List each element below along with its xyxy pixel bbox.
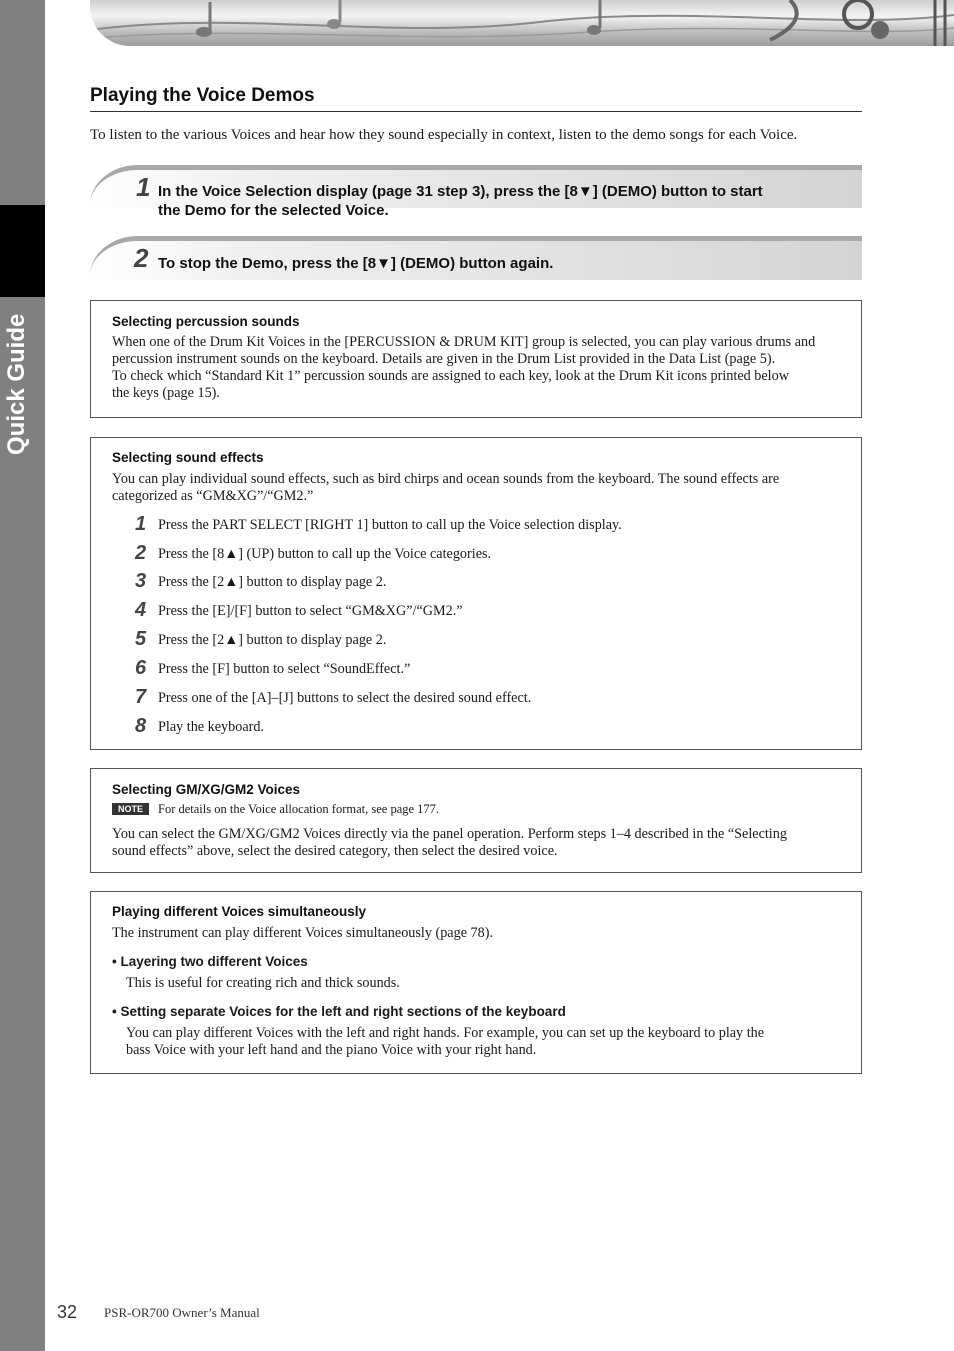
step-number: 2 [134, 243, 149, 273]
item-number: 1 [135, 513, 147, 535]
box-line: sound effects” above, select the desired category, then select the desired voice. [112, 843, 558, 859]
step-text-line: To stop the Demo, press the [8▼] (DEMO) button again. [158, 255, 554, 272]
box-title: Playing different Voices simultaneously [112, 904, 367, 919]
item-text: Play the keyboard. [158, 719, 264, 735]
bullet-body [126, 1025, 846, 1059]
item-number: 7 [135, 686, 147, 708]
sidebar-label [3, 313, 43, 615]
item-number: 3 [135, 570, 147, 592]
sidebar-label-text: Quick Guide [3, 313, 30, 455]
item-number: 5 [135, 628, 147, 650]
sidebar-band [0, 0, 45, 1351]
item-number: 6 [135, 657, 147, 679]
box-title: Selecting sound effects [112, 450, 264, 465]
box-body [112, 826, 842, 860]
list-item [135, 570, 835, 596]
box-title: Selecting percussion sounds [112, 314, 300, 329]
step-number: 1 [136, 172, 151, 202]
item-text: Press the [E]/[F] button to select “GM&XG”/“GM2.” [158, 603, 463, 619]
item-text: Press the [8▲] (UP) button to call up the Voice categories. [158, 546, 492, 562]
bullet-line: You can play different Voices with the left and right hands. For example, you can set up the keyboard to play the [126, 1025, 765, 1041]
item-text: Press one of the [A]–[J] buttons to select the desired sound effect. [158, 690, 532, 706]
simultaneous-box [90, 891, 862, 1074]
bullet-title: • Setting separate Voices for the left and right sections of the keyboard [112, 1004, 566, 1019]
list-item [135, 715, 835, 741]
bullet-body [126, 975, 846, 992]
step-text [158, 254, 553, 273]
box-line: When one of the Drum Kit Voices in the [PERCUSSION & DRUM KIT] group is selected, you can play various drums and [112, 334, 816, 350]
sidebar-black-tab [0, 205, 45, 297]
list-item [135, 628, 835, 654]
box-line: You can select the GM/XG/GM2 Voices directly via the panel operation. Perform steps 1–4 described in the “Selecting [112, 826, 787, 842]
box-line: You can play individual sound effects, such as bird chirps and ocean sounds from the keyboard. The sound effects are [112, 471, 780, 487]
list-item [135, 657, 835, 683]
list-item [135, 686, 835, 712]
step-text-line: the Demo for the selected Voice. [158, 202, 389, 219]
box-body [112, 471, 842, 505]
list-item [135, 542, 835, 568]
box-line: To check which “Standard Kit 1” percussion sounds are assigned to each key, look at the Drum Kit icons printed below [112, 368, 789, 384]
note-text: For details on the Voice allocation format, see page 177. [158, 802, 440, 816]
sound-effects-box [90, 437, 862, 750]
step-text-line: In the Voice Selection display (page 31 step 3), press the [8▼] (DEMO) button to start [158, 183, 763, 200]
item-text: Press the [F] button to select “SoundEffect.” [158, 661, 411, 677]
percussion-box [90, 300, 862, 418]
note-icon: NOTE [112, 803, 149, 815]
item-text: Press the [2▲] button to display page 2. [158, 574, 387, 590]
box-line: percussion instrument sounds on the keyboard. Details are given in the Drum List provided in the Data List (page 5). [112, 351, 776, 367]
box-title: Selecting GM/XG/GM2 Voices [112, 782, 301, 797]
bullet-title: • Layering two different Voices [112, 954, 308, 969]
item-text: Press the PART SELECT [RIGHT 1] button to call up the Voice selection display. [158, 517, 622, 533]
step-band-2 [90, 236, 862, 280]
section-title: Playing the Voice Demos [90, 85, 862, 112]
box-line: categorized as “GM&XG”/“GM2.” [112, 488, 314, 504]
item-text: Press the [2▲] button to display page 2. [158, 632, 387, 648]
manual-title: PSR-OR700 Owner’s Manual [104, 1305, 260, 1320]
banner-decoration-icon [90, 0, 954, 46]
gm-voices-box [90, 768, 862, 873]
step-text [158, 182, 763, 220]
step-band-1 [90, 165, 862, 219]
box-body: The instrument can play different Voices simultaneously (page 78). [112, 925, 493, 941]
list-item [135, 513, 835, 539]
page-number: 32 [57, 1302, 78, 1322]
box-body [112, 334, 842, 402]
header-banner [90, 0, 954, 46]
bullet-line: bass Voice with your left hand and the piano Voice with your right hand. [126, 1042, 537, 1058]
list-item [135, 599, 835, 625]
bullet-line: This is useful for creating rich and thick sounds. [126, 975, 400, 991]
item-number: 2 [135, 542, 147, 564]
box-line: the keys (page 15). [112, 385, 220, 401]
item-number: 4 [135, 599, 147, 621]
section-intro: To listen to the various Voices and hear how they sound especially in context, listen to the demo songs for each Voice. [90, 127, 798, 143]
item-number: 8 [135, 715, 147, 737]
